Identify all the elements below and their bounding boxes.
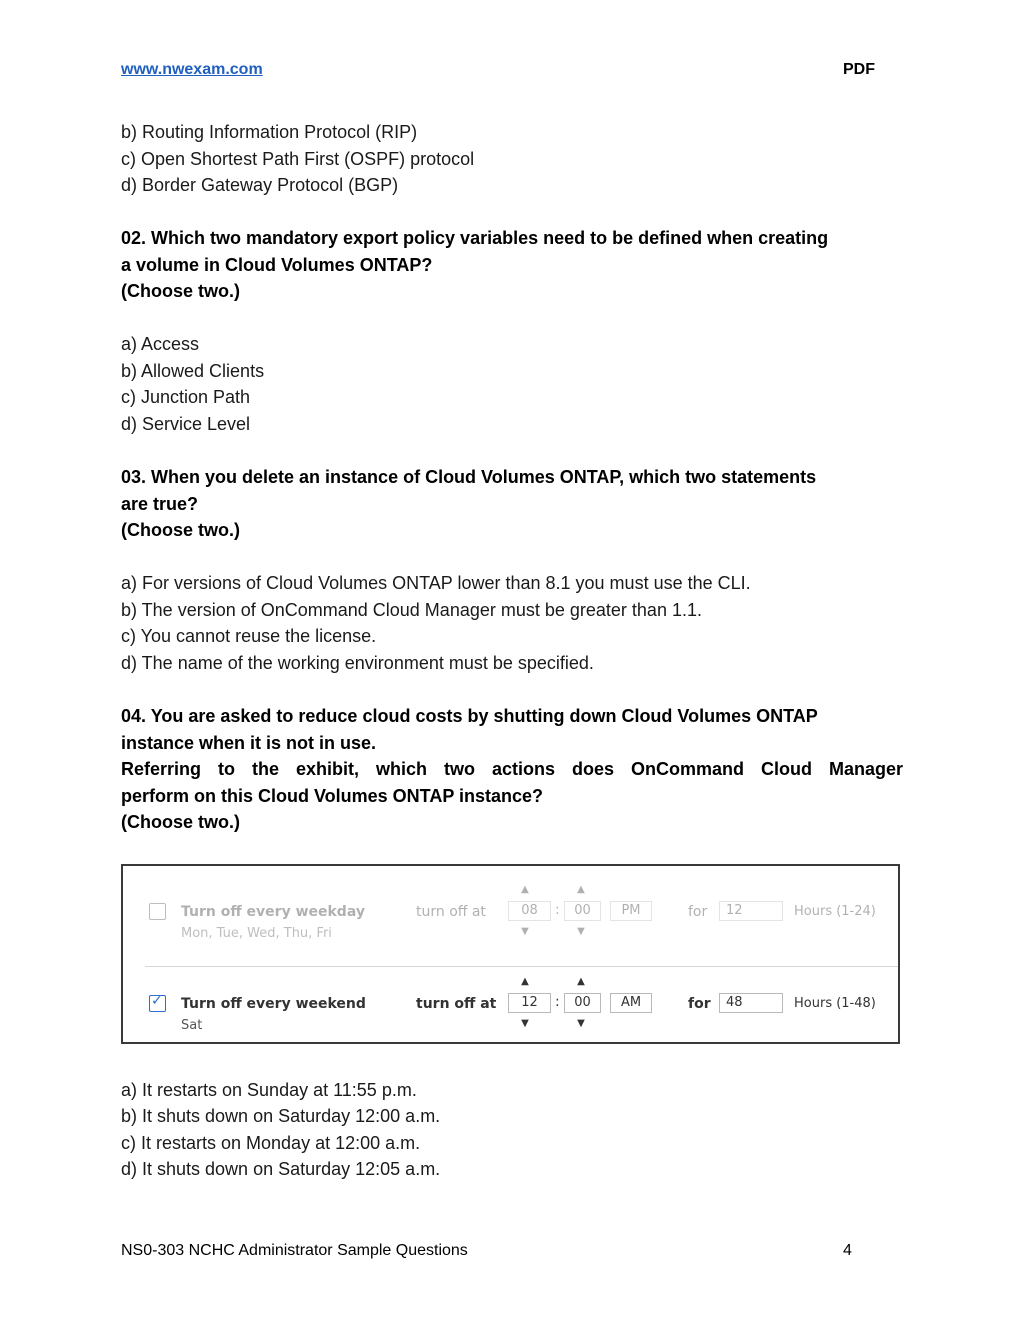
weekday-days: Mon, Tue, Wed, Thu, Fri [181, 926, 332, 941]
q3-option-d: d) The name of the working environment must be specified. [121, 653, 594, 673]
weekday-schedule-row [123, 866, 898, 956]
weekend-days: Sat [181, 1018, 203, 1033]
weekday-turn-off-label: turn off at [416, 904, 486, 920]
q2-question-line-1: 02. Which two mandatory export policy variables need to be defined when creating [121, 228, 829, 248]
weekend-duration-field[interactable]: 48 [719, 993, 783, 1013]
q2-choose-two: (Choose two.) [121, 281, 240, 301]
weekend-checkbox[interactable] [149, 995, 166, 1012]
weekend-hours-range: Hours (1-48) [794, 996, 876, 1011]
q2-option-b: b) Allowed Clients [121, 361, 265, 381]
q3-question-line-2: are true? [121, 494, 199, 514]
weekend-title: Turn off every weekend [181, 996, 366, 1012]
q3-option-b: b) The version of OnCommand Cloud Manager must be greater than 1.1. [121, 600, 702, 620]
weekday-minute-field[interactable]: 00 [564, 901, 601, 921]
weekday-hour-field[interactable]: 08 [508, 901, 551, 921]
weekend-ampm-field[interactable]: AM [610, 993, 652, 1013]
q3-choose-two: (Choose two.) [121, 520, 240, 540]
minute-down-arrow-icon[interactable]: ▼ [577, 1018, 585, 1029]
weekend-turn-off-label: turn off at [416, 996, 497, 1012]
q2-question-line-2: a volume in Cloud Volumes ONTAP? [121, 255, 433, 275]
q4-question-line-1: 04. You are asked to reduce cloud costs by shutting down Cloud Volumes ONTAP [121, 706, 818, 726]
hour-up-arrow-icon[interactable]: ▲ [521, 976, 529, 987]
hour-down-arrow-icon[interactable]: ▼ [521, 926, 529, 937]
q4-option-c: c) It restarts on Monday at 12:00 a.m. [121, 1133, 421, 1153]
minute-up-arrow-icon[interactable]: ▲ [577, 976, 585, 987]
footer-title: NS0-303 NCHC Administrator Sample Questions [121, 1242, 468, 1259]
weekend-hour-field[interactable]: 12 [508, 993, 551, 1013]
time-colon: : [555, 994, 560, 1010]
q4-option-b: b) It shuts down on Saturday 12:00 a.m. [121, 1106, 441, 1126]
q4-option-a: a) It restarts on Sunday at 11:55 p.m. [121, 1080, 417, 1100]
hour-down-arrow-icon[interactable]: ▼ [521, 1018, 529, 1029]
weekday-ampm-field[interactable]: PM [610, 901, 652, 921]
weekday-duration-field[interactable]: 12 [719, 901, 783, 921]
q1-option-c: c) Open Shortest Path First (OSPF) protocol [121, 149, 475, 169]
q2-option-d: d) Service Level [121, 414, 251, 434]
minute-down-arrow-icon[interactable]: ▼ [577, 926, 585, 937]
checkmark-icon: ✓ [151, 993, 163, 1009]
q4-choose-two: (Choose two.) [121, 812, 240, 832]
q2-option-c: c) Junction Path [121, 387, 251, 407]
q3-option-a: a) For versions of Cloud Volumes ONTAP lower than 8.1 you must use the CLI. [121, 573, 751, 593]
q3-question-line-1: 03. When you delete an instance of Cloud Volumes ONTAP, which two statements [121, 467, 817, 487]
q2-option-a: a) Access [121, 334, 200, 354]
time-colon: : [555, 902, 560, 918]
q4-question-line-3: Referring to the exhibit, which two actions does OnCommand Cloud Manager [121, 759, 903, 779]
q4-question-line-4: perform on this Cloud Volumes ONTAP instance? [121, 786, 544, 806]
weekday-hours-range: Hours (1-24) [794, 904, 876, 919]
pdf-label: PDF [843, 61, 875, 78]
weekend-for-label: for [688, 996, 711, 1012]
site-link[interactable]: www.nwexam.com [121, 61, 263, 78]
weekend-minute-field[interactable]: 00 [564, 993, 601, 1013]
minute-up-arrow-icon[interactable]: ▲ [577, 884, 585, 895]
weekend-schedule-row [123, 958, 898, 1048]
q4-question-line-2: instance when it is not in use. [121, 733, 377, 753]
q1-option-d: d) Border Gateway Protocol (BGP) [121, 175, 399, 195]
schedule-exhibit [121, 864, 900, 1044]
weekday-title: Turn off every weekday [181, 904, 365, 920]
q3-option-c: c) You cannot reuse the license. [121, 626, 377, 646]
weekday-checkbox[interactable] [149, 903, 166, 920]
weekday-for-label: for [688, 904, 708, 920]
page-number: 4 [843, 1242, 852, 1259]
hour-up-arrow-icon[interactable]: ▲ [521, 884, 529, 895]
q1-option-b: b) Routing Information Protocol (RIP) [121, 122, 418, 142]
q4-option-d: d) It shuts down on Saturday 12:05 a.m. [121, 1159, 441, 1179]
